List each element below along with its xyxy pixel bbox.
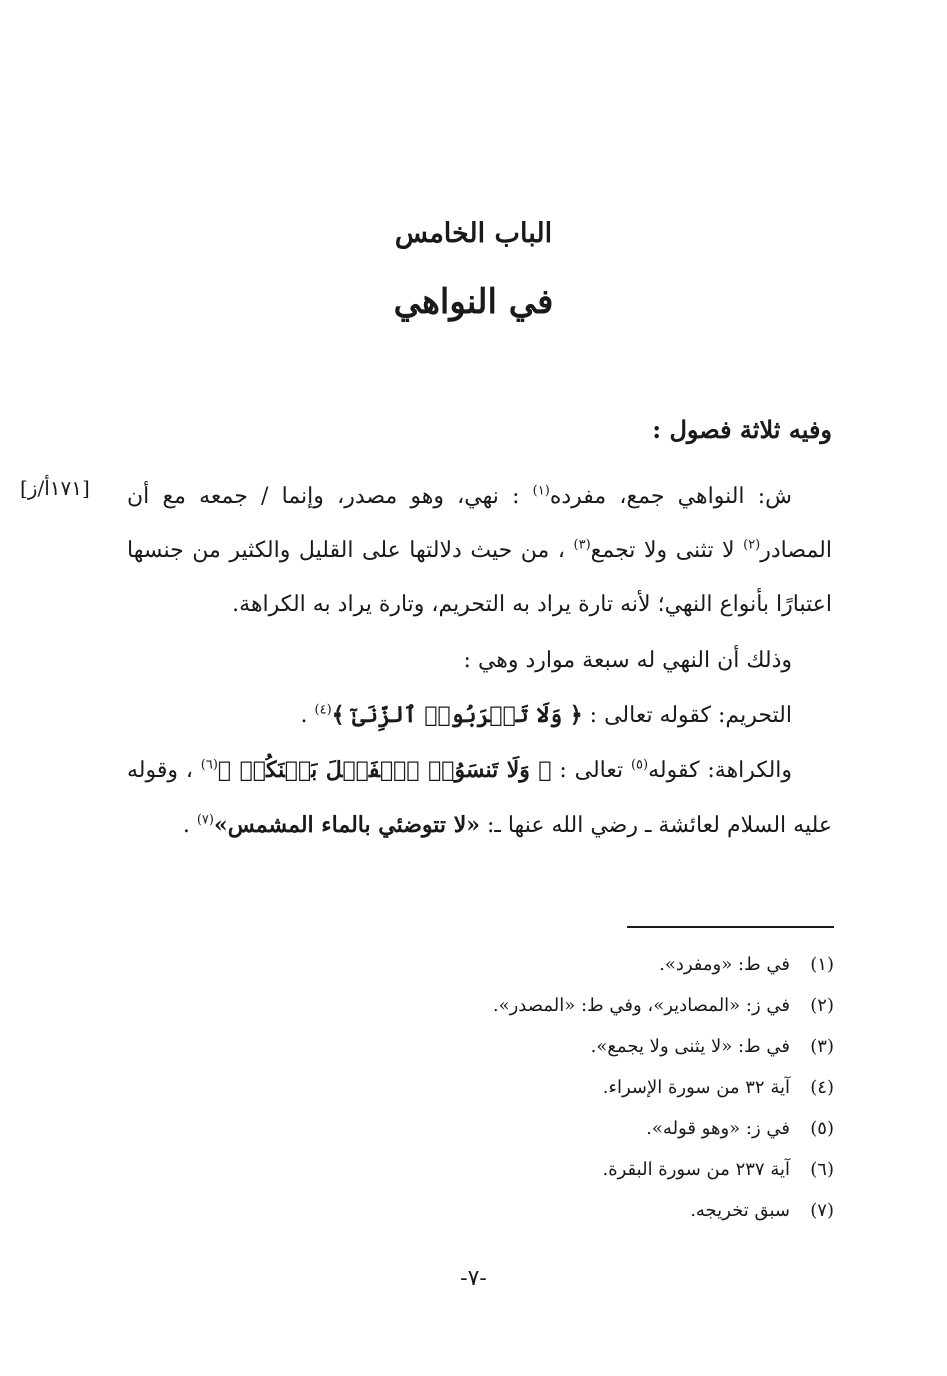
footnote-number: (٤) [810,1077,834,1098]
footnote-text: آية ٣٢ من سورة الإسراء. [602,1077,790,1098]
text-run: ، وقوله عليه السلام لعائشة ـ رضي الله عنها ـ: [127,758,832,838]
footnote-text: في ز: «المصادير»، وفي ط: «المصدر». [492,995,790,1016]
text-run: . [300,703,315,728]
footnotes [129,944,834,1231]
footnote-ref: (٧) [196,812,214,828]
footnote-item [129,1067,834,1108]
footnote-item [129,1149,834,1190]
footnote-number: (٥) [810,1118,834,1139]
quran-verse: ﴿ وَلَا تَقۡرَبُوا۟ ٱلزِّنَىٰٓ ﴾ [331,702,583,728]
footnote-number: (٢) [810,995,834,1016]
chapter-subtitle: في النواهي [393,282,554,322]
footnote-item [129,1190,834,1231]
paragraph-tahrim [127,688,832,743]
text-run: ش: النواهي جمع، مفرده [549,484,792,509]
footnote-text: في ط: «ومفرد». [659,954,790,975]
paragraph-karaha [127,743,832,853]
chapter-title: الباب الخامس [394,218,553,249]
page-number: -٧- [460,1266,487,1291]
footnote-text: آية ٢٣٧ من سورة البقرة. [602,1159,790,1180]
text-run: والكراهة: كقوله [648,758,793,783]
section-intro: وفيه ثلاثة فصول : [652,415,832,444]
footnote-ref: (٦) [200,757,218,773]
footnote-ref: (٢) [743,537,761,553]
footnote-item [129,1026,834,1067]
footnote-text: في ز: «وهو قوله». [646,1118,790,1139]
footnote-number: (٣) [810,1036,834,1057]
text-run: لا تثنى ولا تجمع [590,538,744,563]
paragraph-definition [127,470,832,632]
footnote-divider [627,926,834,928]
footnote-ref: (٣) [573,537,591,553]
footnote-ref: (٤) [314,702,332,718]
main-text [127,470,832,853]
footnote-text: في ط: «لا يثنى ولا يجمع». [590,1036,790,1057]
text-run: . [182,813,197,838]
footnote-item [129,944,834,985]
footnote-item [129,1108,834,1149]
text-run: تعالى : [551,758,631,783]
hadith-quote: «لا تتوضئي بالماء المشمس» [213,812,480,838]
text-run: التحريم: كقوله تعالى : [582,703,792,728]
footnote-number: (١) [810,954,834,975]
text-run: : نهي، وهو مصدر، وإنما / جمعه مع أن المصادر [127,484,832,563]
paragraph-seven-uses: وذلك أن النهي له سبعة موارد وهي : [463,648,792,673]
footnote-ref: (٥) [630,757,649,773]
text-run: ، من حيث دلالتها على القليل والكثير من جنسها اعتبارًا بأنواع النهي؛ لأنه تارة يراد به التحريم، وتارة يراد به الكراهة. [127,538,832,617]
footnote-item [129,985,834,1026]
footnote-ref: (١) [532,483,550,499]
manuscript-margin-reference: [١٧١أ/ز] [20,476,90,500]
footnote-number: (٦) [810,1159,834,1180]
footnote-text: سبق تخريجه. [690,1200,790,1221]
footnote-number: (٧) [810,1200,834,1221]
quran-verse: ﴿ وَلَا تَنسَوُا۟ ٱلۡفَضۡلَ بَیۡنَكُمۡ ﴾ [217,757,552,783]
